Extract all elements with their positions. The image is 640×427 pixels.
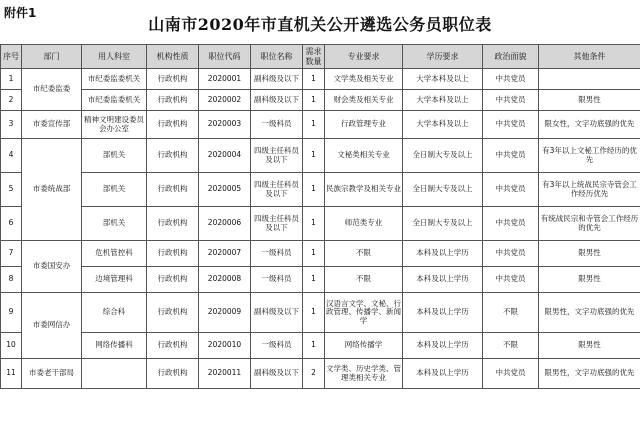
position-cell: 副科级及以下 [251,293,303,333]
major-cell: 文学类、历史学类、管理类相关专业 [325,359,403,389]
political-cell: 中共党员 [483,241,539,267]
row-number-cell: 4 [1,139,22,173]
major-cell: 财会类及相关专业 [325,90,403,111]
edu-cell: 全日制大专及以上 [403,173,483,207]
political-cell: 中共党员 [483,267,539,293]
table-row [1,173,640,207]
other-cell: 限男性 [539,333,640,359]
table-row [1,69,640,90]
political-cell: 中共党员 [483,359,539,389]
other-cell: 限男性，文字功底强的优先 [539,293,640,333]
code-cell: 2020002 [199,90,251,111]
code-cell: 2020007 [199,241,251,267]
major-cell: 文学类及相关专业 [325,69,403,90]
other-cell: 限女性，文字功底强的优先 [539,111,640,139]
code-cell: 2020001 [199,69,251,90]
edu-cell: 全日制大专及以上 [403,139,483,173]
nature-cell: 行政机构 [147,173,199,207]
table-row [1,359,640,389]
count-cell: 1 [303,111,325,139]
office-cell [82,359,147,389]
column-header: 用人科室 [82,45,147,69]
nature-cell: 行政机构 [147,359,199,389]
position-cell: 一级科员 [251,333,303,359]
column-header: 政治面貌 [483,45,539,69]
department-cell: 市委网信办 [22,293,82,359]
code-cell: 2020009 [199,293,251,333]
count-cell: 1 [303,90,325,111]
office-cell: 精神文明建设委员会办公室 [82,111,147,139]
nature-cell: 行政机构 [147,69,199,90]
position-table [0,44,640,389]
count-cell: 1 [303,333,325,359]
position-cell: 四级主任科员及以下 [251,173,303,207]
nature-cell: 行政机构 [147,139,199,173]
nature-cell: 行政机构 [147,267,199,293]
political-cell: 中共党员 [483,111,539,139]
row-number-cell: 1 [1,69,22,90]
office-cell: 市纪委监委机关 [82,90,147,111]
other-cell: 有3年以上文秘工作经历的优先 [539,139,640,173]
column-header: 职位名称 [251,45,303,69]
major-cell: 不限 [325,241,403,267]
column-header: 机构性质 [147,45,199,69]
code-cell: 2020008 [199,267,251,293]
major-cell: 不限 [325,267,403,293]
document-title: 山南市2020年市直机关公开遴选公务员职位表 [148,15,492,34]
count-cell: 1 [303,267,325,293]
row-number-cell: 10 [1,333,22,359]
column-header: 需求数量 [303,45,325,69]
other-cell: 有3年以上统战民宗寺管会工作经历优先 [539,173,640,207]
row-number-cell: 3 [1,111,22,139]
column-header: 其他条件 [539,45,640,69]
office-cell: 综合科 [82,293,147,333]
other-cell: 限男性 [539,90,640,111]
edu-cell: 本科及以上学历 [403,293,483,333]
edu-cell: 本科及以上学历 [403,359,483,389]
other-cell [539,69,640,90]
code-cell: 2020011 [199,359,251,389]
code-cell: 2020003 [199,111,251,139]
other-cell: 限男性 [539,267,640,293]
political-cell: 中共党员 [483,90,539,111]
table-row [1,241,640,267]
count-cell: 2 [303,359,325,389]
political-cell: 不限 [483,293,539,333]
office-cell: 部机关 [82,139,147,173]
column-header: 职位代码 [199,45,251,69]
count-cell: 1 [303,293,325,333]
major-cell: 行政管理专业 [325,111,403,139]
major-cell: 汉语言文学、文秘、行政管理、传播学、新闻学 [325,293,403,333]
position-cell: 副科级及以下 [251,90,303,111]
table-row [1,111,640,139]
office-cell: 市纪委监委机关 [82,69,147,90]
position-cell: 一级科员 [251,241,303,267]
table-row [1,139,640,173]
department-cell: 市委统战部 [22,139,82,241]
annex-label: 附件1 [4,6,37,20]
department-cell: 市纪委监委 [22,69,82,111]
count-cell: 1 [303,139,325,173]
row-number-cell: 8 [1,267,22,293]
column-header: 学历要求 [403,45,483,69]
row-number-cell: 2 [1,90,22,111]
code-cell: 2020004 [199,139,251,173]
header-row [1,45,640,69]
nature-cell: 行政机构 [147,333,199,359]
position-cell: 副科级及以下 [251,359,303,389]
other-cell: 限男性，文字功底强的优先 [539,359,640,389]
nature-cell: 行政机构 [147,111,199,139]
edu-cell: 大学本科及以上 [403,69,483,90]
political-cell: 中共党员 [483,207,539,241]
political-cell: 中共党员 [483,139,539,173]
other-cell: 限男性 [539,241,640,267]
code-cell: 2020006 [199,207,251,241]
edu-cell: 大学本科及以上 [403,90,483,111]
nature-cell: 行政机构 [147,207,199,241]
office-cell: 危机管控科 [82,241,147,267]
office-cell: 网络传播科 [82,333,147,359]
edu-cell: 本科及以上学历 [403,333,483,359]
nature-cell: 行政机构 [147,293,199,333]
table-row [1,207,640,241]
position-cell: 一级科员 [251,111,303,139]
row-number-cell: 11 [1,359,22,389]
political-cell: 中共党员 [483,173,539,207]
department-cell: 市委宣传部 [22,111,82,139]
row-number-cell: 9 [1,293,22,333]
position-cell: 一级科员 [251,267,303,293]
edu-cell: 本科及以上学历 [403,241,483,267]
edu-cell: 大学本科及以上 [403,111,483,139]
count-cell: 1 [303,241,325,267]
position-cell: 四级主任科员及以下 [251,139,303,173]
column-header: 专业要求 [325,45,403,69]
nature-cell: 行政机构 [147,90,199,111]
edu-cell: 本科及以上学历 [403,267,483,293]
table-row [1,267,640,293]
row-number-cell: 5 [1,173,22,207]
column-header: 部门 [22,45,82,69]
row-number-cell: 7 [1,241,22,267]
major-cell: 师范类专业 [325,207,403,241]
office-cell: 部机关 [82,207,147,241]
edu-cell: 全日制大专及以上 [403,207,483,241]
table-row [1,333,640,359]
major-cell: 民族宗教学及相关专业 [325,173,403,207]
count-cell: 1 [303,207,325,241]
column-header: 序号 [1,45,22,69]
political-cell: 中共党员 [483,69,539,90]
nature-cell: 行政机构 [147,241,199,267]
office-cell: 部机关 [82,173,147,207]
code-cell: 2020010 [199,333,251,359]
row-number-cell: 6 [1,207,22,241]
table-row [1,293,640,333]
department-cell: 市委老干部局 [22,359,82,389]
position-cell: 副科级及以下 [251,69,303,90]
major-cell: 文秘类相关专业 [325,139,403,173]
count-cell: 1 [303,69,325,90]
table-row [1,90,640,111]
code-cell: 2020005 [199,173,251,207]
count-cell: 1 [303,173,325,207]
other-cell: 有统战民宗和寺管会工作经历的优先 [539,207,640,241]
major-cell: 网络传播学 [325,333,403,359]
position-cell: 四级主任科员及以下 [251,207,303,241]
department-cell: 市委国安办 [22,241,82,293]
political-cell: 不限 [483,333,539,359]
office-cell: 边境管理科 [82,267,147,293]
